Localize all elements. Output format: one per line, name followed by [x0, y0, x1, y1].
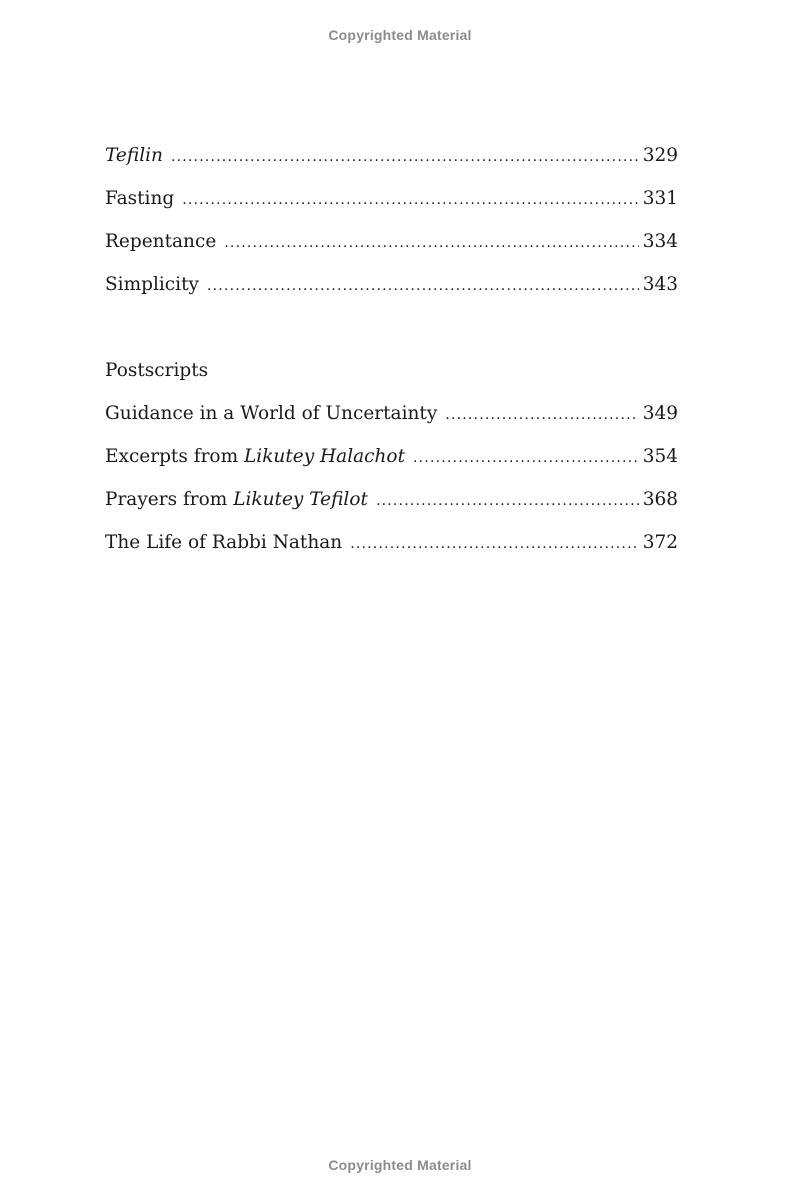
toc-entry-tefilin — [105, 140, 678, 183]
toc-entry-title: Fasting — [105, 188, 175, 209]
toc-entry-page: 368 — [642, 489, 678, 510]
dot-leader — [207, 270, 639, 302]
section-spacer — [105, 312, 678, 355]
toc-entry-guidance — [105, 398, 678, 441]
toc-entry-page: 334 — [642, 231, 678, 252]
toc-entry-repentance — [105, 226, 678, 269]
dot-leader — [445, 399, 638, 431]
toc-entry-title: Tefilin — [105, 145, 163, 166]
dot-leader — [376, 485, 639, 517]
toc-entry-page: 354 — [642, 446, 678, 467]
dot-leader — [171, 141, 639, 173]
dot-leader — [350, 528, 638, 560]
toc-entry-page: 331 — [642, 188, 678, 209]
toc-entry-title: Guidance in a World of Uncertainty — [105, 403, 438, 424]
section-heading-postscripts: Postscripts — [105, 360, 209, 381]
table-of-contents — [105, 140, 678, 570]
dot-leader — [413, 442, 639, 474]
toc-entry-title: Repentance — [105, 231, 217, 252]
toc-entry-page: 349 — [642, 403, 678, 424]
toc-entry-fasting — [105, 183, 678, 226]
dot-leader — [224, 227, 638, 259]
toc-entry-excerpts — [105, 441, 678, 484]
toc-entry-life-of-rabbi-nathan — [105, 527, 678, 570]
toc-entry-page: 343 — [642, 274, 678, 295]
toc-entry-page: 329 — [642, 145, 678, 166]
watermark-top: Copyrighted Material — [328, 27, 472, 43]
toc-entry-simplicity — [105, 269, 678, 312]
watermark-bottom: Copyrighted Material — [328, 1157, 472, 1173]
toc-entry-prayers — [105, 484, 678, 527]
toc-entry-title: Excerpts from Likutey Halachot — [105, 446, 405, 467]
toc-entry-title: Prayers from Likutey Tefilot — [105, 489, 368, 510]
toc-entry-title: The Life of Rabbi Nathan — [105, 532, 343, 553]
toc-entry-page: 372 — [642, 532, 678, 553]
toc-entry-title: Simplicity — [105, 274, 199, 295]
dot-leader — [182, 184, 638, 216]
